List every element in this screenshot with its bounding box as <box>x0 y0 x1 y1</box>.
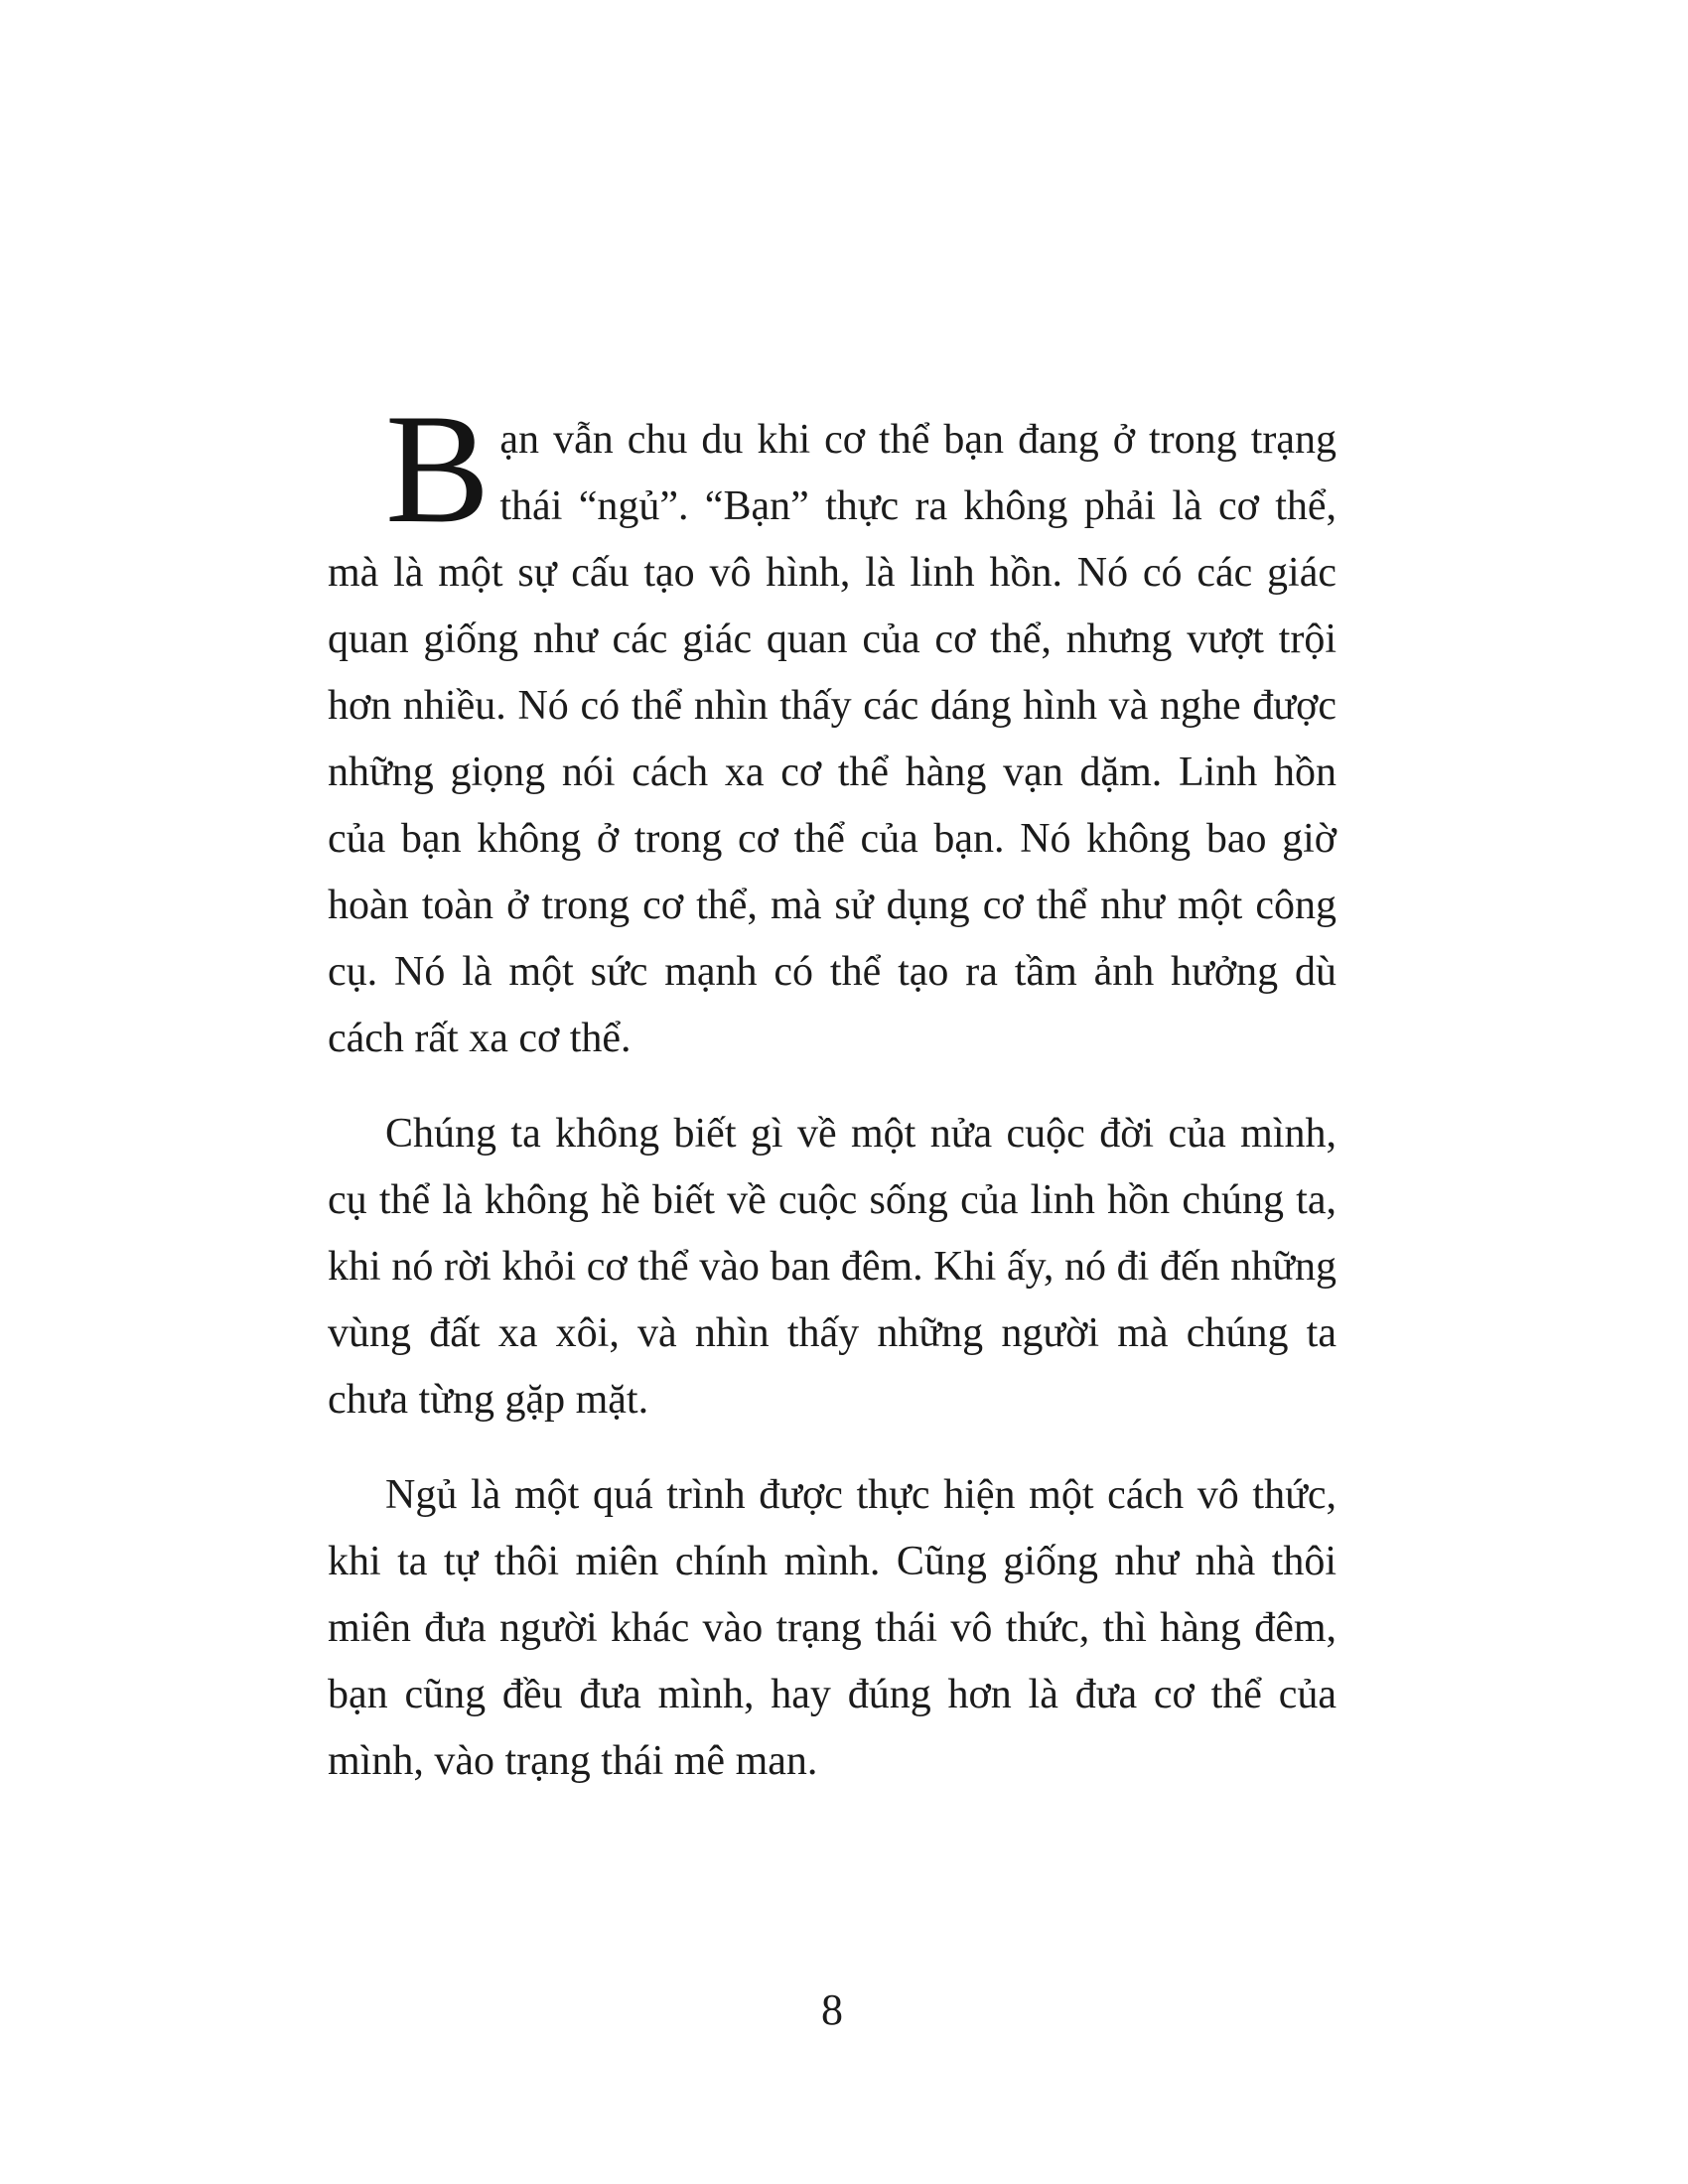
text-block <box>328 382 1336 1795</box>
paragraph-text: ạn vẫn chu du khi cơ thể bạn đang ở trong trạng thái “ngủ”. “Bạn” thực ra không phải là cơ thể, mà là một sự cấu tạo vô hình, là linh hồn. Nó có các giác quan giống như các giác quan của cơ thể, nhưng vượt trội hơn nhiều. Nó có thể nhìn thấy các dáng hình và nghe được những giọng nói cách xa cơ thể hàng vạn dặm. Linh hồn của bạn không ở trong cơ thể của bạn. Nó không bao giờ hoàn toàn ở trong cơ thể, mà sử dụng cơ thể như một công cụ. Nó là một sức mạnh có thể tạo ra tầm ảnh hưởng dù cách rất xa cơ thể. <box>328 417 1336 1061</box>
paragraph: Chúng ta không biết gì về một nửa cuộc đời của mình, cụ thể là không hề biết về cuộc sống của linh hồn chúng ta, khi nó rời khỏi cơ thể vào ban đêm. Khi ấy, nó đi đến những vùng đất xa xôi, và nhìn thấy những người mà chúng ta chưa từng gặp mặt. <box>328 1111 1336 1423</box>
paragraph <box>328 382 1336 1072</box>
page-number: 8 <box>821 1985 843 2034</box>
paragraph: Ngủ là một quá trình được thực hiện một cách vô thức, khi ta tự thôi miên chính mình. Cũng giống như nhà thôi miên đưa người khác vào trạng thái vô thức, thì hàng đêm, bạn cũng đều đưa mình, hay đúng hơn là đưa cơ thể của mình, vào trạng thái mê man. <box>328 1472 1336 1784</box>
drop-cap-letter: B <box>385 382 491 556</box>
